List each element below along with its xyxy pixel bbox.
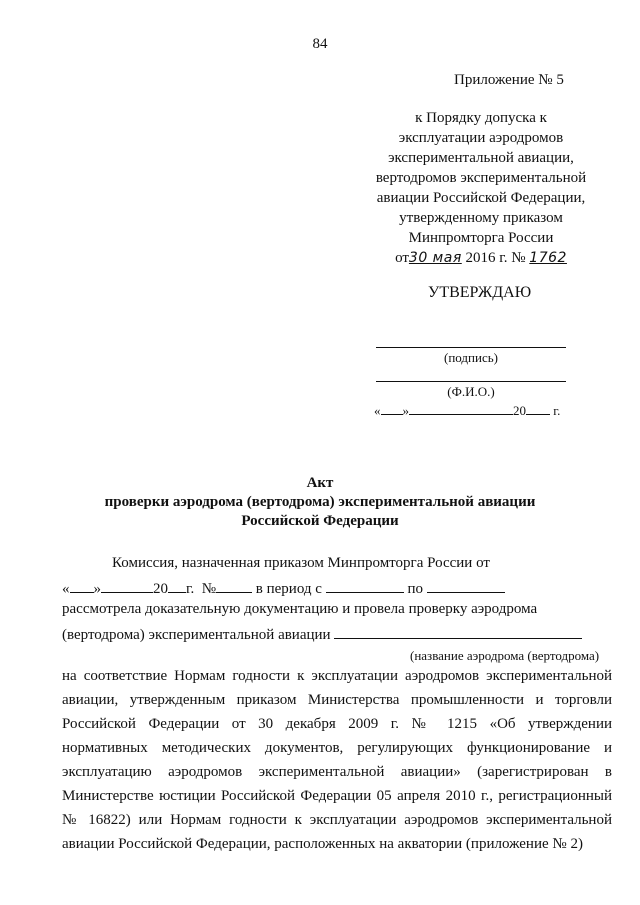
commission-date-period: « » 20 г. № в период с по — [62, 578, 505, 598]
paragraph-line-7: № 16822) или Нормам годности к эксплуатации аэродромов экспериментальной — [62, 812, 612, 828]
appendix-line-3: экспериментальной авиации, — [388, 150, 574, 166]
appendix-title: Приложение № 5 — [454, 72, 564, 88]
month-blank — [409, 400, 513, 415]
name-label: (Ф.И.О.) — [447, 384, 495, 399]
approval-heading: УТВЕРЖДАЮ — [428, 284, 532, 301]
appendix-line-5: авиации Российской Федерации, — [376, 190, 586, 206]
approval-date-field: « » 20 г. — [374, 400, 560, 419]
aerodrome-name-blank — [334, 624, 582, 639]
paragraph-line-6: Министерстве юстиции Российской Федерации 05 апреля 2010 г., регистрационный — [62, 788, 612, 804]
day-blank — [70, 578, 94, 593]
order-number-blank — [216, 578, 252, 593]
act-subtitle-2: Российской Федерации — [241, 513, 399, 529]
aerodrome-caption: (название аэродрома (вертодрома) — [410, 648, 600, 663]
appendix-line-2: эксплуатации аэродромов — [398, 130, 564, 146]
signature-line — [376, 347, 566, 348]
year-blank — [526, 400, 550, 415]
appendix-order-date — [340, 248, 622, 268]
appendix-line-1: к Порядку допуска к — [415, 110, 547, 126]
paragraph-line-3: Российской Федерации от 30 декабря 2009 г. № 1215 «Об утверждении — [62, 716, 612, 732]
handwritten-date: 30 мая — [408, 250, 462, 266]
year-blank — [168, 578, 186, 593]
paragraph-line-2: авиации, утвержденным приказом Министерства промышленности и торговли — [62, 692, 612, 708]
review-line: рассмотрела доказательную документацию и провела проверку аэродрома — [62, 601, 538, 617]
period-start-blank — [326, 578, 404, 593]
name-line — [376, 381, 566, 382]
signature-label: (подпись) — [444, 350, 498, 365]
date-prefix: от — [395, 250, 409, 266]
act-subtitle-1: проверки аэродрома (вертодрома) экспериментальной авиации — [104, 494, 536, 510]
day-blank — [381, 400, 403, 415]
paragraph-line-8: авиации Российской Федерации, расположенных на акватории (приложение № 2) — [62, 836, 583, 852]
period-end-blank — [427, 578, 505, 593]
date-suffix: 2016 г. № — [465, 250, 526, 266]
appendix-line-7: Минпромторга России — [408, 230, 554, 246]
commission-intro: Комиссия, назначенная приказом Минпромторга России от — [112, 555, 490, 571]
page-number: 84 — [312, 36, 328, 52]
month-blank — [101, 578, 153, 593]
act-title: Акт — [306, 475, 334, 491]
handwritten-order-number: 1762 — [529, 250, 567, 266]
appendix-line-4: вертодромов экспериментальной — [375, 170, 587, 186]
paragraph-line-5: эксплуатацию аэродромов экспериментальной авиации» (зарегистрирован в — [62, 764, 612, 780]
aerodrome-name-line: (вертодрома) экспериментальной авиации — [62, 624, 582, 644]
paragraph-line-4: нормативных методических документов, регулирующих функционирование и — [62, 740, 612, 756]
appendix-line-6: утвержденному приказом — [399, 210, 563, 226]
paragraph-line-1: на соответствие Нормам годности к эксплуатации аэродромов экспериментальной — [62, 668, 612, 684]
